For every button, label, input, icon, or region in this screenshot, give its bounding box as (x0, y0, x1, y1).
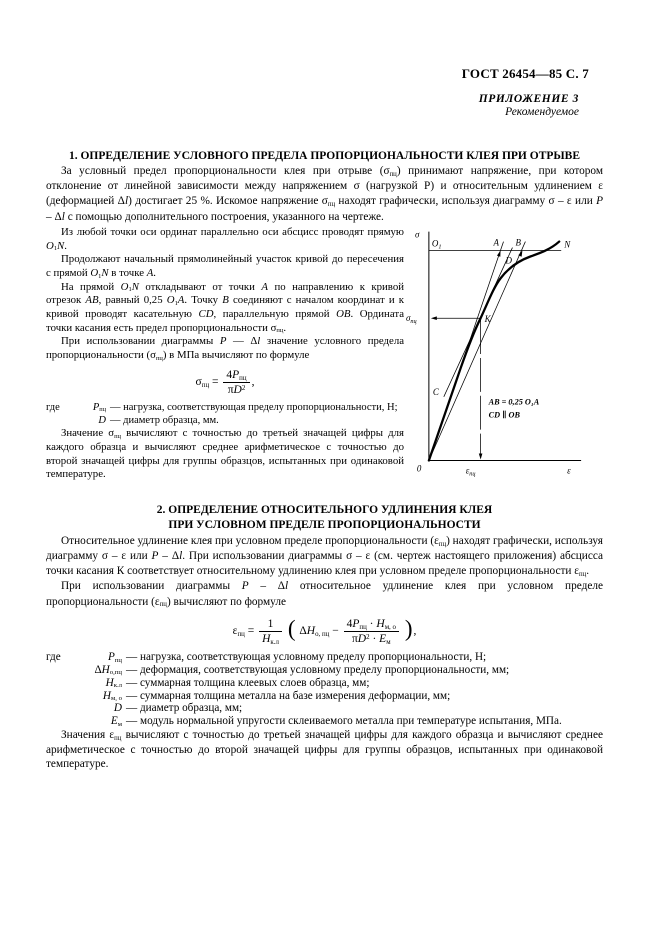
minus-sign: − (332, 624, 339, 637)
def-desc: — диаметр образца, мм. (110, 415, 219, 427)
definition-list (46, 651, 603, 728)
origin-label: 0 (416, 463, 422, 474)
definition-row (46, 651, 603, 664)
fraction-denominator: $Н_{к.л}$ (262, 632, 279, 646)
def-term: $\Delta Н_{о,пц}$ (94, 663, 122, 677)
gost-page-header: ГОСТ 26454—85 С. 7 (461, 66, 589, 81)
definition-row (46, 715, 603, 728)
def-desc: — суммарная толщина клеевых слоев образца, мм; (126, 676, 370, 689)
paragraph: На прямой $О_1N$ откладывают от точки А по направлению к кривой отрезок АВ, равный 0,25 $О_1А$. Точку В соединяют с началом координат и к кривой проводят касательную СD, параллельную прямой ОВ. Ордината точки касания есть предел пропорциональности $\sigma_{пц}$. (46, 280, 405, 335)
def-lead (46, 664, 68, 677)
fraction-numerator: $4Р_{пц} \cdot Н_{м, о}$ (344, 618, 399, 632)
fraction-denominator: $\pi D^2$ (227, 383, 246, 396)
stress-strain-diagram (404, 226, 603, 486)
def-term: $Е_м$ (110, 715, 122, 729)
point-c-label: С (432, 386, 439, 397)
section-1-heading: 1. ОПРЕДЕЛЕНИЕ УСЛОВНОГО ПРЕДЕЛА ПРОПОРЦИОНАЛЬНОСТИ КЛЕЯ ПРИ ОТРЫВЕ (68, 150, 581, 162)
section-1-left-column (46, 226, 404, 482)
def-lead (46, 715, 68, 728)
section-2-heading-line2: ПРИ УСЛОВНОМ ПРЕДЕЛЕ ПРОПОРЦИОНАЛЬНОСТИ (168, 519, 481, 532)
appendix-block (46, 93, 603, 119)
definition-row (46, 702, 603, 715)
definition-row (46, 664, 603, 677)
arrowhead-eps (479, 453, 483, 459)
paragraph: Значения $\varepsilon_{пц}$ вычисляют с точностью до третьей значащей цифры для каждого образца и вычисляют среднее арифметическое с точностью до второй значащей цифры для группы образцов, испытанных при одинаковой температуре. (46, 729, 603, 770)
appendix-subtitle: Рекомендуемое (505, 106, 579, 118)
figure-column (404, 226, 603, 491)
def-lead: где (46, 401, 60, 413)
paragraph: При использовании диаграммы Р – Δl относительное удлинение клея при условном пределе пропорциональности $(\varepsilon_{пц})$ вычисляют по формуле (46, 580, 603, 609)
ob-line (429, 241, 526, 460)
section-1-intro-paragraph: За условный предел пропорциональности клея при отрыве $(\sigma_{пц})$ принимают напряжение, при котором отклонение от линейной зависимости между напряжением σ (нагрузкой Р) и относительным удлинением ε (деформацией Δl) достигает 25 %. Искомое напряжение $\sigma_{пц}$ находят графически, используя диаграмму σ – ε или Р – Δl с помощью дополнительного построения, указанного на чертеже. (46, 165, 603, 223)
definition-row (46, 690, 603, 703)
arrowhead-a (497, 250, 501, 256)
appendix-title: ПРИЛОЖЕНИЕ 3 (478, 93, 579, 105)
paragraph: Продолжают начальный прямолинейный участок кривой до пересечения с прямой $О_1N$ в точке А. (46, 253, 404, 280)
fraction (344, 618, 399, 645)
o1-label: $О_1$ (431, 238, 442, 251)
formula-lhs: $\sigma_{пц}$ = (195, 375, 219, 389)
figure-note-ab: АВ = 0,25 О₁А (488, 397, 540, 407)
def-term: D (113, 702, 122, 715)
arrowhead-sigma (431, 316, 437, 320)
fraction (223, 369, 249, 396)
fraction (259, 618, 282, 645)
def-desc: — диаметр образца, мм; (126, 702, 243, 715)
point-a-label: А (493, 237, 500, 248)
paragraph: При использовании диаграммы Р — Δl значение условного предела пропорциональности $(\sigma_{пц})$ в МПа вычисляют по формуле (46, 335, 404, 362)
point-k-label: К (484, 313, 491, 324)
def-term: $Н_{к.л}$ (105, 676, 122, 690)
formula-tail: , (413, 624, 417, 637)
y-axis-label: σ (414, 229, 420, 240)
def-lead (46, 414, 68, 427)
def-term: $Р_{пц}$ (92, 401, 106, 414)
open-paren: ( (287, 616, 296, 642)
paragraph: Относительное удлинение клея при условном пределе пропорциональности $(\varepsilon_{пц})$ находят графически, используя диаграмму σ – ε или Р – Δl. При использовании диаграммы σ – ε (см. чертеж настоящего приложения) абсцисса точки касания К соответствует относительному удлинению клея при условном пределе пропорциональности $\varepsilon_{пц}$. (46, 534, 603, 578)
definition-list (46, 401, 404, 427)
stress-strain-curve (429, 241, 559, 460)
def-lead (46, 677, 68, 690)
formula-lhs: $\varepsilon_{пц}$ = (232, 624, 255, 638)
point-d-label: D (505, 255, 512, 266)
eps-pc-label: $\varepsilon_{пц}$ (465, 465, 476, 478)
formula-term: $\Delta Н_{о, пц}$ (299, 624, 330, 638)
point-n-label: N (564, 239, 571, 250)
def-desc: — суммарная толщина металла на базе измерения деформации, мм; (126, 689, 451, 702)
def-term: $Н_{м, о}$ (102, 689, 122, 703)
close-paren: ) (404, 616, 413, 642)
def-lead (46, 702, 68, 715)
text-and-figure-row (46, 226, 603, 491)
fraction-denominator: $\pi D^2 \cdot Е_м$ (351, 632, 391, 646)
formula-sigma-pc (46, 369, 404, 396)
definition-row (46, 677, 603, 690)
fraction-numerator: 1 (259, 618, 282, 632)
def-lead: где (46, 650, 61, 663)
def-desc: — нагрузка, соответствующая условному пределу пропорциональности, Н; (126, 650, 487, 663)
point-b-label: В (515, 237, 521, 248)
paragraph: Значение $\sigma_{пц}$ вычисляют с точностью до третьей значащей цифры для каждого образца и вычисляют среднее арифметическое с точностью до второй значащей цифры для группы образцов, испытанных при одинаковой температуре. (46, 427, 404, 481)
formula-eps-pc (46, 618, 603, 645)
fraction-numerator: $4Р_{пц}$ (223, 369, 249, 383)
section-2-heading-line1: 2. ОПРЕДЕЛЕНИЕ ОТНОСИТЕЛЬНОГО УДЛИНЕНИЯ КЛЕЯ (156, 503, 493, 516)
definition-row (46, 414, 404, 427)
def-lead (46, 690, 68, 703)
definition-row (46, 401, 404, 414)
sigma-pc-label: $\sigma_{пц}$ (405, 312, 417, 325)
x-axis-label: ε (567, 465, 571, 476)
paragraph: Из любой точки оси ординат параллельно оси абсцисс проводят прямую $О_1N$. (46, 225, 404, 253)
def-desc: — деформация, соответствующая условному пределу пропорциональности, мм; (126, 663, 510, 676)
def-desc: — модуль нормальной упругости склеиваемого металла при температуре испытания, МПа. (126, 715, 562, 728)
def-term: $Р_{пц}$ (107, 650, 122, 664)
section-2-heading (46, 503, 603, 534)
def-term: D (98, 415, 106, 427)
formula-tail: , (251, 375, 255, 388)
def-desc: — нагрузка, соответствующая пределу пропорциональности, Н; (110, 401, 398, 413)
figure-note-cd: СD ∥ ОВ (488, 410, 520, 420)
